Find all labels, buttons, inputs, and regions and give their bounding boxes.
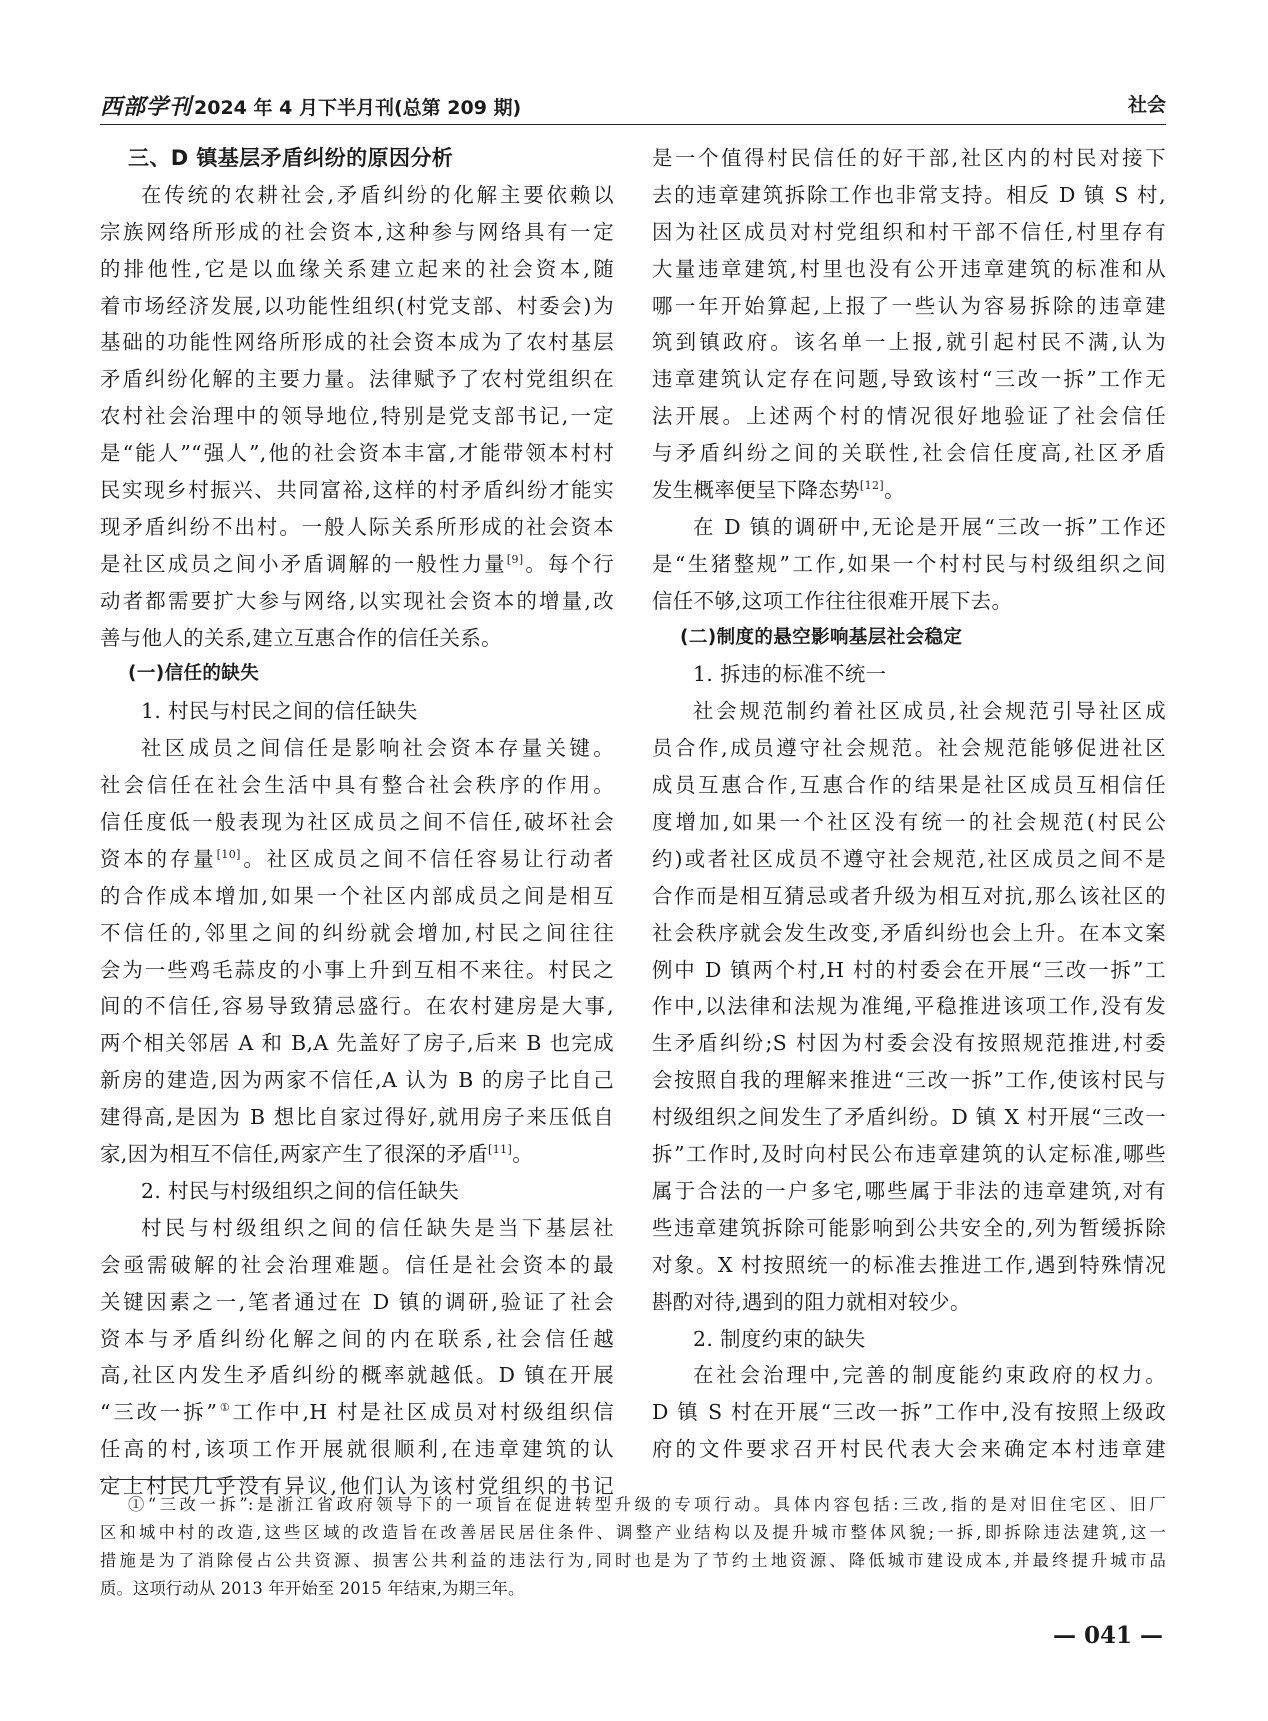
line-text-after: 。每个行	[523, 551, 614, 576]
line-text: 社会信任在社会生活中具有整合社会秩序的作用。	[100, 773, 614, 798]
line-text: 去的违章建筑拆除工作也非常支持。相反 D 镇 S 村,	[652, 182, 1166, 207]
line-text: (二)制度的悬空影响基层社会稳定	[680, 626, 963, 648]
line-text: 合作而是相互猜忌或者升级为相互对抗,那么该社区的	[652, 883, 1166, 908]
right-column	[652, 140, 1166, 1468]
paragraph-first-line	[100, 177, 614, 214]
line-text: 1. 村民与村民之间的信任缺失	[141, 699, 418, 724]
line-text: 三、D 镇基层矛盾纠纷的原因分析	[128, 146, 454, 170]
paragraph-first-line	[652, 693, 1166, 730]
text-line	[652, 1247, 1166, 1284]
text-line	[652, 1136, 1166, 1173]
sub-heading	[652, 1321, 1166, 1358]
text-line	[652, 177, 1166, 214]
text-line	[100, 1099, 614, 1136]
text-line	[100, 583, 614, 620]
line-text: 是“能人”“强人”,他的社会资本丰富,才能带领本村村	[100, 441, 614, 466]
footnote-line: ①“三改一拆”:是浙江省政府领导下的一项旨在促进转型升级的专项行动。具体内容包括:三改,指的是对旧住宅区、旧厂	[128, 1495, 1166, 1514]
text-line	[100, 1284, 614, 1321]
line-text: 违章建筑认定存在问题,导致该村“三改一拆”工作无	[652, 367, 1166, 392]
header-rule	[100, 124, 1166, 125]
line-text: D 镇 S 村在开展“三改一拆”工作中,没有按照上级政	[652, 1400, 1166, 1425]
footnote-line: 措施是为了消除侵占公共资源、损害公共利益的违法行为,同时也是为了节约土地资源、降低城市建设成本,并最终提升城市品	[100, 1551, 1166, 1570]
text-line	[652, 841, 1166, 878]
text-line	[652, 324, 1166, 361]
line-text: 斟酌对待,遇到的阻力就相对较少。	[652, 1289, 971, 1314]
line-text-after: 。	[884, 478, 905, 503]
text-line	[100, 804, 614, 841]
line-text: 信任不够,这项工作往往很难开展下去。	[652, 588, 1013, 613]
text-line	[652, 878, 1166, 915]
text-line	[652, 804, 1166, 841]
text-line	[100, 988, 614, 1025]
left-column	[100, 140, 614, 1505]
line-text-after: 。	[512, 1142, 533, 1167]
line-text: 在传统的农耕社会,矛盾纠纷的化解主要依赖以	[141, 182, 614, 207]
line-text: 的排他性,它是以血缘关系建立起来的社会资本,随	[100, 256, 614, 281]
citation-mark: [11]	[488, 1143, 513, 1157]
text-line	[100, 472, 614, 509]
paragraph-last-line	[100, 620, 614, 657]
text-line	[100, 361, 614, 398]
paragraph-first-line	[652, 1357, 1166, 1394]
paragraph-first-line	[100, 730, 614, 767]
running-header	[100, 84, 1166, 128]
line-text: 作中,以法律和法规为准绳,平稳推进该项工作,没有发	[652, 994, 1166, 1019]
text-line	[100, 1357, 614, 1394]
line-text: “三改一拆”	[100, 1400, 218, 1425]
header-left	[100, 90, 521, 121]
line-text: 民实现乡村振兴、共同富裕,这样的村矛盾纠纷才能实	[100, 478, 614, 503]
line-text: 信任度低一般表现为社区成员之间不信任,破坏社会	[100, 810, 614, 835]
line-text: 社会规范制约着社区成员,社会规范引导社区成	[693, 699, 1166, 724]
line-text: 2. 制度约束的缺失	[693, 1326, 866, 1351]
footnote-line: 质。这项行动从 2013 年开始至 2015 年结束,为期三年。	[100, 1579, 525, 1598]
line-text: 员合作,成员遵守社会规范。社会规范能够促进社区	[652, 736, 1166, 761]
text-line	[652, 1062, 1166, 1099]
text-line	[652, 1173, 1166, 1210]
text-line	[100, 509, 614, 546]
line-text: 建得高,是因为 B 想比自家过得好,就用房子来压低自	[100, 1105, 614, 1130]
line-text: 约)或者社区成员不遵守社会规范,社区成员之间不是	[652, 846, 1166, 871]
line-text: 资本与矛盾纠纷化解之间的内在联系,社会信任越	[100, 1326, 614, 1351]
subsection-heading	[652, 620, 1166, 657]
text-line	[100, 1394, 614, 1431]
line-text: 着市场经济发展,以功能性组织(村党支部、村委会)为	[100, 293, 614, 318]
line-text: 在 D 镇的调研中,无论是开展“三改一拆”工作还	[693, 514, 1166, 539]
paragraph-last-line	[652, 1284, 1166, 1321]
line-text: 些违章建筑拆除可能影响到公共安全的,列为暂缓拆除	[652, 1215, 1166, 1240]
line-text: 在社会治理中,完善的制度能约束政府的权力。	[693, 1363, 1166, 1388]
text-line	[100, 324, 614, 361]
journal-logo: 西部学刊	[100, 94, 193, 120]
line-text: 关键因素之一,笔者通过在 D 镇的调研,验证了社会	[100, 1289, 614, 1314]
paragraph-first-line	[100, 1210, 614, 1247]
text-line	[100, 214, 614, 251]
line-text: 高,社区内发生矛盾纠纷的概率就越低。D 镇在开展	[100, 1363, 614, 1388]
subsection-heading	[100, 656, 614, 693]
text-line	[652, 546, 1166, 583]
line-text-after: 。社区成员之间不信任容易让行动者	[240, 846, 614, 871]
paragraph-first-line	[652, 509, 1166, 546]
text-line	[652, 988, 1166, 1025]
line-text: 新房的建造,因为两家不信任,A 认为 B 的房子比自己	[100, 1068, 614, 1093]
text-line	[652, 1394, 1166, 1431]
citation-mark: [12]	[859, 479, 885, 493]
line-text: 拆”工作时,及时向村民公布违章建筑的认定标准,哪些	[652, 1142, 1166, 1167]
text-line	[652, 952, 1166, 989]
footnote-line: 区和城中村的改造,这些区域的改造旨在改善居民居住条件、调整产业结构以及提升城市整体风貌;一拆,即拆除违法建筑,这一	[100, 1523, 1166, 1542]
footnote-rule	[100, 1479, 276, 1480]
line-text: 资本的存量	[100, 846, 217, 871]
line-text: 村级组织之间发生了矛盾纠纷。D 镇 X 村开展“三改一	[652, 1105, 1166, 1130]
footnote	[100, 1491, 1166, 1603]
line-text: 筑到镇政府。该名单一上报,就引起村民不满,认为	[652, 330, 1166, 355]
line-text: 会为一些鸡毛蒜皮的小事上升到互相不来往。村民之	[100, 957, 614, 982]
text-line	[100, 546, 614, 583]
text-line	[652, 915, 1166, 952]
citation-mark: [10]	[216, 847, 241, 861]
page-number: — 041 —	[1052, 1622, 1163, 1649]
line-text: 社会秩序就会发生改变,矛盾纠纷也会上升。在本文案	[652, 920, 1166, 945]
line-text: 基础的功能性网络所形成的社会资本成为了农村基层	[100, 330, 614, 355]
issue-info: 2024 年 4 月下半月刊(总第 209 期)	[194, 97, 522, 119]
text-line	[652, 361, 1166, 398]
line-text: 会亟需破解的社会治理难题。信任是社会资本的最	[100, 1252, 614, 1277]
text-line	[652, 1099, 1166, 1136]
line-text: 善与他人的关系,建立互惠合作的信任关系。	[100, 625, 502, 650]
sub-heading	[100, 693, 614, 730]
line-text: 的合作成本增加,如果一个社区内部成员之间是相互	[100, 883, 614, 908]
sub-heading	[100, 1173, 614, 1210]
text-line	[652, 214, 1166, 251]
text-line	[652, 767, 1166, 804]
paragraph-last-line	[652, 583, 1166, 620]
line-text: 农村社会治理中的领导地位,特别是党支部书记,一定	[100, 404, 614, 429]
line-text: 任高的村,该项工作开展就很顺利,在违章建筑的认	[100, 1437, 614, 1462]
line-text: 会按照自我的理解来推进“三改一拆”工作,使该村民与	[652, 1068, 1166, 1093]
paragraph-last-line	[652, 472, 1166, 509]
text-line	[100, 915, 614, 952]
line-text: 不信任的,邻里之间的纠纷就会增加,村民之间往往	[100, 920, 614, 945]
text-line	[100, 767, 614, 804]
line-text: 现矛盾纠纷不出村。一般人际关系所形成的社会资本	[100, 514, 614, 539]
text-line	[100, 952, 614, 989]
text-line	[652, 1210, 1166, 1247]
line-text: 与矛盾纠纷之间的关联性,社会信任度高,社区矛盾	[652, 441, 1166, 466]
text-line	[100, 251, 614, 288]
text-line	[100, 1247, 614, 1284]
line-text: 定上村民几乎没有异议,他们认为该村党组织的书记	[100, 1474, 614, 1499]
paragraph-last-line	[100, 1136, 614, 1173]
line-text: 村民与村级组织之间的信任缺失是当下基层社	[141, 1215, 614, 1240]
line-text: 社区成员之间信任是影响社会资本存量关键。	[141, 736, 614, 761]
text-line	[652, 288, 1166, 325]
line-text: 1. 拆违的标准不统一	[693, 662, 887, 687]
text-line	[652, 730, 1166, 767]
text-line	[100, 1025, 614, 1062]
line-text: 矛盾纠纷化解的主要力量。法律赋予了农村党组织在	[100, 367, 614, 392]
line-text: 对象。X 村按照统一的标准去推进工作,遇到特殊情况	[652, 1252, 1166, 1277]
line-text: 生矛盾纠纷;S 村因为村委会没有按照规范推进,村委	[652, 1031, 1166, 1056]
text-line	[652, 251, 1166, 288]
line-text: 家,因为相互不信任,两家产生了很深的矛盾	[100, 1142, 488, 1167]
sub-heading	[652, 656, 1166, 693]
section-heading	[100, 140, 614, 177]
text-line	[100, 435, 614, 472]
text-line	[652, 140, 1166, 177]
line-text: 属于合法的一户多宅,哪些属于非法的违章建筑,对有	[652, 1178, 1166, 1203]
line-text: 发生概率便呈下降态势	[652, 478, 860, 503]
line-text: 例中 D 镇两个村,H 村的村委会在开展“三改一拆”工	[652, 957, 1166, 982]
citation-mark: [9]	[506, 552, 524, 566]
line-text: 府的文件要求召开村民代表大会来确定本村违章建	[652, 1437, 1166, 1462]
line-text: 动者都需要扩大参与网络,以实现社会资本的增量,改	[100, 588, 614, 613]
text-line	[652, 398, 1166, 435]
line-text: 大量违章建筑,村里也没有公开违章建筑的标准和从	[652, 256, 1166, 281]
text-line	[100, 1062, 614, 1099]
line-text: 是社区成员之间小矛盾调解的一般性力量	[100, 551, 507, 576]
text-line	[100, 1431, 614, 1468]
line-text: 法开展。上述两个村的情况很好地验证了社会信任	[652, 404, 1166, 429]
line-text: 成员互惠合作,互惠合作的结果是社区成员互相信任	[652, 773, 1166, 798]
line-text: 是“生猪整规”工作,如果一个村村民与村级组织之间	[652, 551, 1166, 576]
text-line	[652, 435, 1166, 472]
text-line	[100, 1321, 614, 1358]
text-line	[100, 878, 614, 915]
line-text-after: 工作中,H 村是社区成员对村级组织信	[232, 1400, 614, 1425]
section-label: 社会	[1127, 94, 1166, 116]
line-text: 两个相关邻居 A 和 B,A 先盖好了房子,后来 B 也完成	[100, 1031, 614, 1056]
text-line	[100, 398, 614, 435]
text-line	[652, 1431, 1166, 1468]
line-text: 因为社区成员对村党组织和村干部不信任,村里存有	[652, 219, 1166, 244]
line-text: 是一个值得村民信任的好干部,社区内的村民对接下	[652, 146, 1166, 170]
line-text: (一)信任的缺失	[128, 663, 260, 685]
text-line	[100, 841, 614, 878]
text-line	[652, 1025, 1166, 1062]
line-text: 度增加,如果一个社区没有统一的社会规范(村民公	[652, 810, 1166, 835]
line-text: 宗族网络所形成的社会资本,这种参与网络具有一定	[100, 219, 614, 244]
line-text: 间的不信任,容易导致猜忌盛行。在农村建房是大事,	[100, 994, 614, 1019]
line-text: 2. 村民与村级组织之间的信任缺失	[141, 1178, 460, 1203]
citation-mark: ①	[217, 1401, 233, 1415]
text-line	[100, 288, 614, 325]
line-text: 哪一年开始算起,上报了一些认为容易拆除的违章建	[652, 293, 1166, 318]
